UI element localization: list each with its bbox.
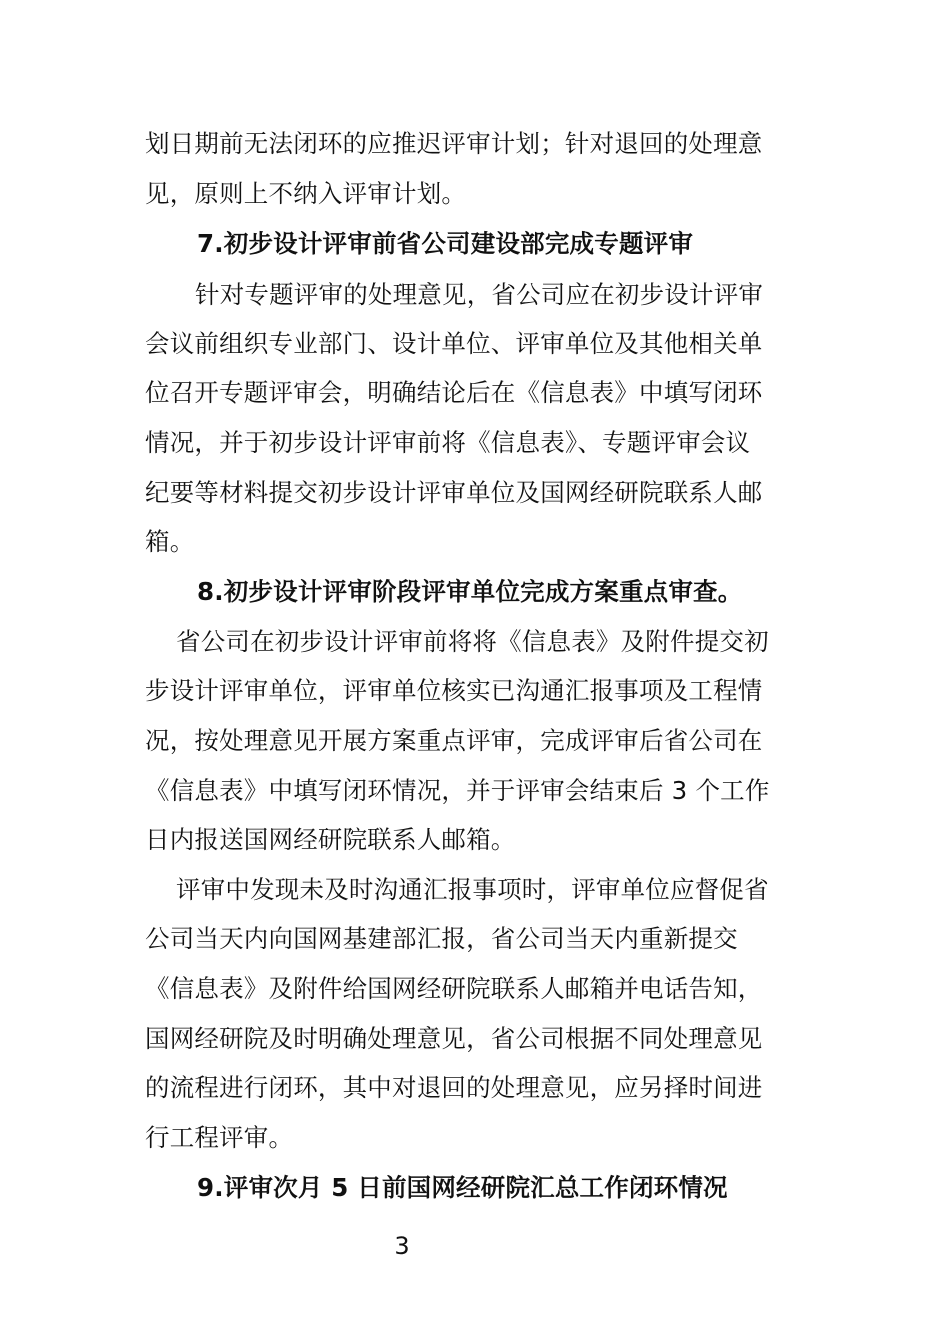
section-heading-7: 7.初步设计评审前省公司建设部完成专题评审	[197, 229, 694, 258]
text-line: 《信息表》中填写闭环情况，并于评审会结束后 3 个工作	[145, 776, 770, 805]
text-line: 评审中发现未及时沟通汇报事项时，评审单位应督促省	[176, 875, 769, 904]
text-line: 箱。	[145, 527, 195, 556]
section-heading-9: 9.评审次月 5 日前国网经研院汇总工作闭环情况	[197, 1173, 728, 1202]
text-line: 日内报送国网经研院联系人邮箱。	[145, 825, 516, 854]
text-line: 针对专题评审的处理意见，省公司应在初步设计评审	[195, 280, 764, 309]
text-line: 省公司在初步设计评审前将将《信息表》及附件提交初	[176, 627, 769, 656]
text-line: 位召开专题评审会，明确结论后在《信息表》中填写闭环	[145, 378, 763, 407]
page-number: 3	[394, 1232, 410, 1260]
text-line: 况，按处理意见开展方案重点评审，完成评审后省公司在	[145, 726, 763, 755]
section-heading-8: 8.初步设计评审阶段评审单位完成方案重点审查。	[197, 577, 743, 606]
text-line: 公司当天内向国网基建部汇报，省公司当天内重新提交	[145, 924, 738, 953]
text-line: 会议前组织专业部门、设计单位、评审单位及其他相关单	[145, 329, 763, 358]
text-line: 步设计评审单位，评审单位核实已沟通汇报事项及工程情	[145, 676, 763, 705]
text-line: 见，原则上不纳入评审计划。	[145, 179, 467, 208]
text-line: 情况，并于初步设计评审前将《信息表》、专题评审会议	[145, 428, 751, 457]
text-line: 划日期前无法闭环的应推迟评审计划；针对退回的处理意	[145, 129, 763, 158]
text-line: 国网经研院及时明确处理意见，省公司根据不同处理意见	[145, 1024, 763, 1053]
text-line: 的流程进行闭环，其中对退回的处理意见，应另择时间进	[145, 1073, 763, 1102]
text-line: 纪要等材料提交初步设计评审单位及国网经研院联系人邮	[145, 478, 763, 507]
text-line: 行工程评审。	[145, 1123, 294, 1152]
text-line: 《信息表》及附件给国网经研院联系人邮箱并电话告知，	[145, 974, 763, 1003]
